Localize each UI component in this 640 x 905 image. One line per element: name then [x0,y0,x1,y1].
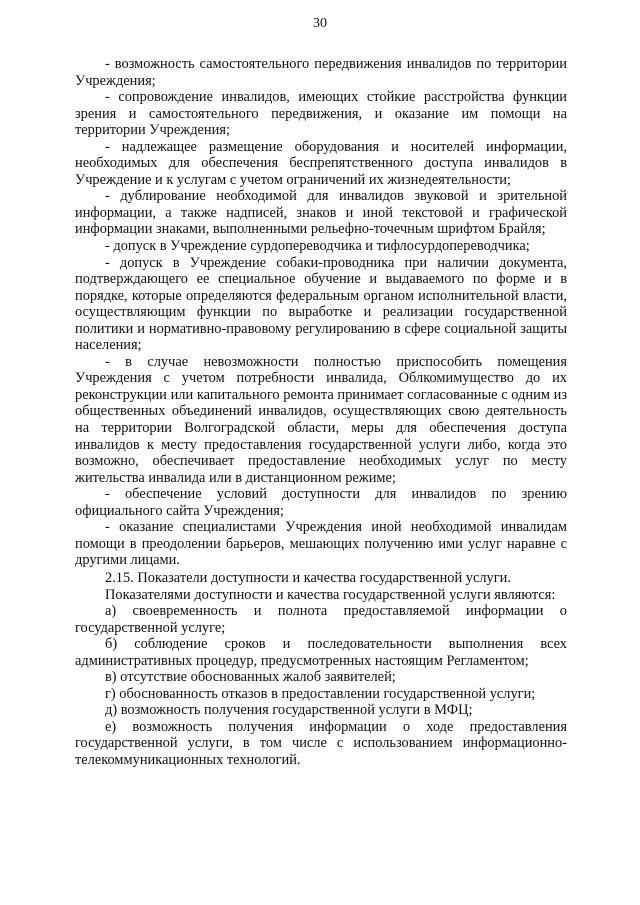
document-body [75,56,567,769]
paragraph-equipment: - надлежащее размещение оборудования и носителей информации, необходимых для обеспечения беспрепятственного доступа инвалидов в Учреждение и к услугам с учетом ограничений их жизнедеятельности; [75,138,567,188]
list-item-e: е) возможность получения информации о ходе предоставления государственной услуги, в том числе с использованием информационно-телекоммуникационных технологий. [75,718,567,768]
page-number: 30 [313,16,327,31]
list-item-a: а) своевременность и полнота предоставляемой информации о государственной услуге; [75,603,567,636]
section-heading-2-15: 2.15. Показатели доступности и качества государственной услуги. [105,569,511,586]
paragraph-indicators: Показателями доступности и качества государственной услуги являются: [105,586,556,603]
paragraph-adaptation: - в случае невозможности полностью приспособить помещения Учреждения с учетом потребности инвалида, Облкомимущество до их реконструкции или капитального ремонта принимает согласованные с одним из общественных объединений инвалидов, осуществляющих свою деятельность на территории Волгоградской области, меры для обеспечения доступа инвалидов к месту предоставления государственной услуги либо, когда это возможно, обеспечивает предоставление необходимых услуг по месту жительства инвалида или в дистанционном режиме; [75,353,567,486]
list-item-g: г) обоснованность отказов в предоставлении государственной услуги; [105,685,536,702]
paragraph-assistance: - оказание специалистами Учреждения иной необходимой инвалидам помощи в преодолении барьеров, мешающих получению ими услуг наравне с другими лицами. [75,519,567,569]
list-item-d: д) возможность получения государственной услуги в МФЦ; [105,702,473,719]
paragraph-website: - обеспечение условий доступности для инвалидов по зрению официального сайта Учреждения; [75,486,567,519]
paragraph-movement: - возможность самостоятельного передвижения инвалидов по территории Учреждения; [75,56,567,89]
paragraph-escort: - сопровождение инвалидов, имеющих стойкие расстройства функции зрения и самостоятельного передвижения, и оказание им помощи на территории Учреждения; [75,89,567,139]
paragraph-guide-dog: - допуск в Учреждение собаки-проводника при наличии документа, подтверждающего ее специальное обучение и выдаваемого по форме и в порядке, которые определяются федеральным органом исполнительной власти, осуществляющим функции по выработке и реализации государственной политики и нормативно-правовому регулированию в сфере социальной защиты населения; [75,254,567,354]
list-item-v: в) отсутствие обоснованных жалоб заявителей; [105,669,396,686]
list-item-b: б) соблюдение сроков и последовательности выполнения всех административных процедур, предусмотренных настоящим Регламентом; [75,636,567,669]
paragraph-interpreter: - допуск в Учреждение сурдопереводчика и тифлосурдопереводчика; [105,238,530,255]
paragraph-braille: - дублирование необходимой для инвалидов звуковой и зрительной информации, а также надписей, знаков и иной текстовой и графической информации знаками, выполненными рельефно-точечным шрифтом Брайля; [75,188,567,238]
